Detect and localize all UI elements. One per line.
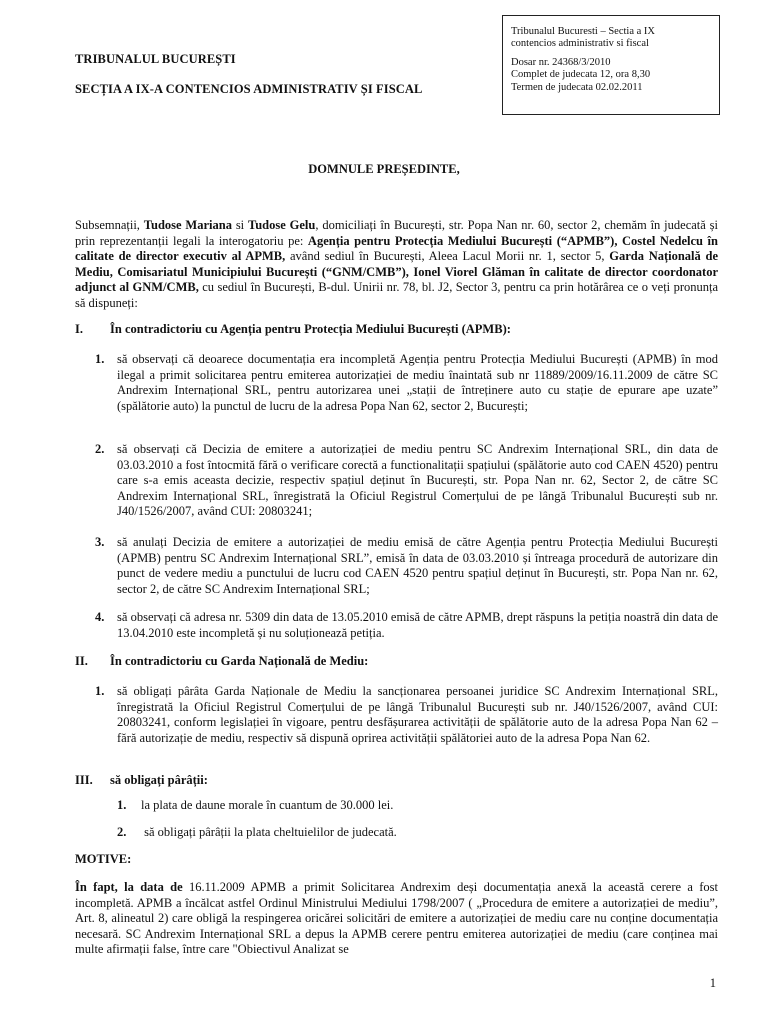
section-iii-item-1: 1. la plata de daune morale în cuantum de 30.000 lei. xyxy=(117,798,394,812)
court-name: TRIBUNALUL BUCUREȘTI xyxy=(75,52,236,66)
stamp-panel: Complet de judecata 12, ora 8,30 xyxy=(511,69,651,81)
document-title: DOMNULE PREȘEDINTE, xyxy=(308,162,460,176)
court-section: SECȚIA A IX-A CONTENCIOS ADMINISTRATIV ȘI FISCAL xyxy=(75,82,423,96)
stamp-section: contencios administrativ si fiscal xyxy=(511,38,649,50)
section-ii-heading: II. În contradictoriu cu Garda Națională de Mediu: xyxy=(75,654,369,668)
section-i-item-1: 1. să observați că deoarece documentația era incompletă Agenția pentru Protecția Mediului București (APMB) în mod ilegal a primit solicitarea pentru emiterea autorizației de mediu înaintată sub nr 11889/2009/16.11.2009 de către SC Andrexim Internațional SRL, pentru autorizarea unei „stații de întreținere auto cu stație de epurare ape uzate” (spălătorie auto) la punctul de lucru de la adresa Popa Nan 62, sector 2, București; xyxy=(95,352,718,413)
intro-paragraph: Subsemnații, Tudose Mariana si Tudose Gelu, domiciliați în București, str. Popa Nan nr. 60, sector 2, chemăm în judecată și prin reprezentanții legali la interogatoriu pe: Agenția pentru Protecția Mediului București (“APMB”), Costel Nedelcu în calitate de director executiv al APMB, având sediul în București, Aleea Lacul Morii nr. 1, sector 5, Garda Națională de Mediu, Comisariatul Municipiului București (“GNM/CMB”), Ionel Viorel Glăman în calitate de director coordonator adjunct al GNM/CMB, cu sediul în București, B-dul. Unirii nr. 78, bl. J2, Sector 3, pentru ca prin hotărârea ce o veți pronunța să dispuneți: xyxy=(75,218,719,310)
motive-paragraph: În fapt, la data de 16.11.2009 APMB a primit Solicitarea Andrexim deși documentația anexă la această cerere a fost incompletă. APMB a încălcat astfel Ordinul Ministrului Mediului 1798/2007 ( „Procedura de emitere a autorizației de mediu”, Art. 8, alineatul 2) care obligă la respingerea oricărei solicitări de emitere a autorizației de mediu care nu conține documentația necesară. SC Andrexim Internațional SRL a depus la APMB cerere pentru emiterea autorizației de mediu (care conținea mai multe afirmații false, între care "Obiectivul Analizat se xyxy=(75,880,718,957)
stamp-hearing-date: Termen de judecata 02.02.2011 xyxy=(511,81,643,93)
stamp-court: Tribunalul Bucuresti – Sectia a IX xyxy=(511,26,655,37)
section-i-item-3: 3. să anulați Decizia de emitere a autorizației de mediu emisă de către Agenția pentru Protecția Mediului București (APMB) pentru SC Andrexim Internațional SRL”, emisă în data de 03.03.2010 și întreaga procedură de autorizare din punct de vedere mediu a punctului de lucru cod CAEN 4520 pentru spațiul deținut în București, str. Popa Nan nr. 62, sector 2, de către SC Andrexim Internațional SRL; xyxy=(95,535,718,596)
section-ii-item-1: 1. să obligați pârâta Garda Naționale de Mediu la sancționarea persoanei juridice SC Andrexim Internațional SRL, înregistrată la Oficiul Registrul Comerțului de pe lângă Tribunalul București sub nr. J40/1526/2007, având CUI: 20803241, conform legislației în vigoare, pentru desfășurarea activității de spălătorie auto de la adresa Popa Nan 62 – fără autorizație de mediu, respectiv să dispună oprirea activității spălătoriei auto de la adresa Popa Nan 62. xyxy=(95,684,718,745)
registration-stamp xyxy=(502,15,720,115)
section-i-item-4: 4. să observați că adresa nr. 5309 din data de 13.05.2010 emisă de către APMB, drept răspuns la petiția noastră din data de 13.04.2010 este incompletă și nu soluționează petiția. xyxy=(95,610,718,640)
section-i-item-2: 2. să observați că Decizia de emitere a autorizației de mediu pentru SC Andrexim Internațional SRL, din data de 03.03.2010 a fost întocmită fără o verificare corectă a functionalitații spațiului (spălătorie auto cod CAEN 4520) pentru care s-a emis aceasta decizie, respectiv spațiul deținut în București, str. Popa Nan nr. 62, Sector 2, de către SC Andrexim Internațional SRL, înregistrată la Oficiul Registrul Comerțului de pe lângă Tribunalul București sub nr. J40/1526/2007, având CUI: 20803241; xyxy=(95,442,718,519)
motive-heading: MOTIVE: xyxy=(75,852,132,866)
stamp-case-number: Dosar nr. 24368/3/2010 xyxy=(511,56,611,68)
page-number: 1 xyxy=(709,976,716,990)
section-iii-item-2: 2. să obligați pârâții la plata cheltuielilor de judecată. xyxy=(117,825,397,839)
section-iii-heading: III. să obligați pârâții: xyxy=(75,773,208,787)
section-i-heading: I. În contradictoriu cu Agenția pentru Protecția Mediului București (APMB): xyxy=(75,322,511,336)
